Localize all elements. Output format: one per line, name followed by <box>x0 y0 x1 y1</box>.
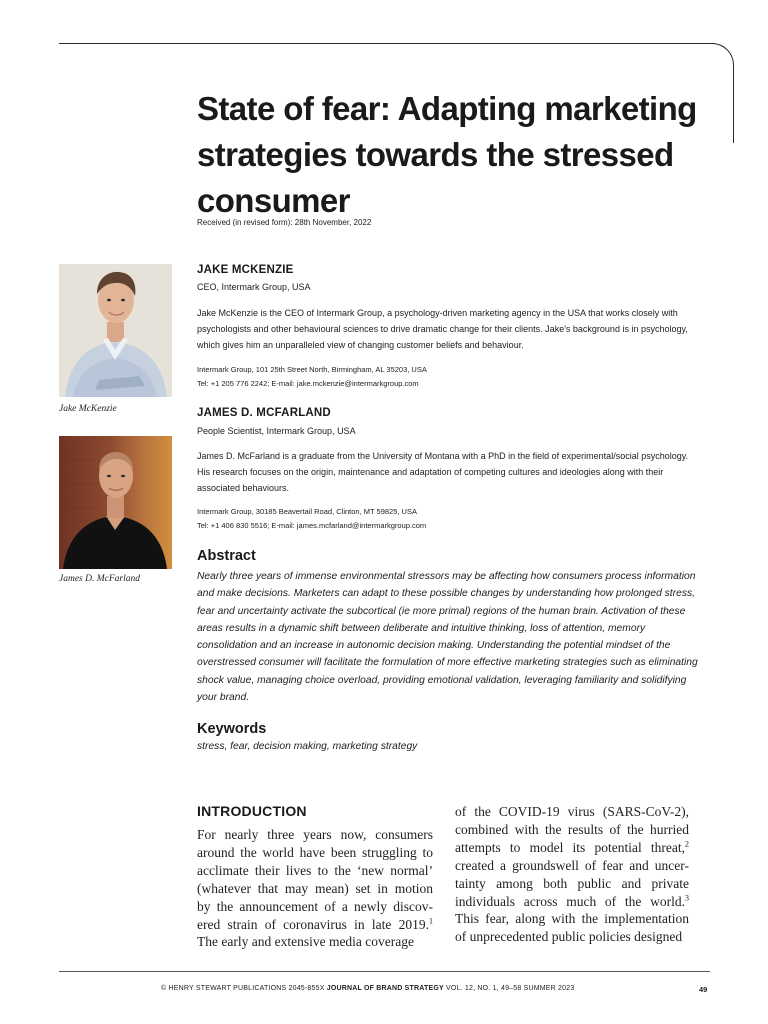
footer-issue: VOL. 12, NO. 1, 49–58 SUMMER 2023 <box>446 985 575 992</box>
author-photo-james-mcfarland <box>59 436 172 569</box>
author-address-jake-mckenzie: Intermark Group, 101 25th Street North, Birmingham, AL 35203, USA <box>197 365 427 374</box>
introduction-column-1 <box>197 826 433 951</box>
author-role-jake-mckenzie: CEO, Intermark Group, USA <box>197 282 311 292</box>
introduction-heading: INTRODUCTION <box>197 803 307 819</box>
intro-line-text: individuals across much of the world. <box>455 893 685 909</box>
author-contact-jake-mckenzie: Tel: +1 205 776 2242; E-mail: jake.mckenzie@intermarkgroup.com <box>197 379 419 388</box>
intro-line: acclimate their lives to the ‘new normal’ <box>197 862 433 878</box>
photo-caption-james-mcfarland: James D. McFarland <box>59 574 140 584</box>
footer-rule <box>59 971 710 972</box>
abstract-heading: Abstract <box>197 548 256 564</box>
intro-line-text: ered strain of coronavirus in late 2019. <box>197 916 429 932</box>
intro-line-text: attempts to model its potential threat, <box>455 839 685 855</box>
footer-citation <box>161 985 574 992</box>
abstract-text: Nearly three years of immense environmental stressors may be affecting how consumers process information and make decisions. Marketers can adapt to these possible changes by understanding how prolonged stress, fear and uncertainty activate the subcortical (ie more primal) regions of the human brain. Activation of these areas results in a dynamic shift between deliberate and intuitive thinking, loss of attention, memory consolidation and an increase in autonomic decision making. Understanding the potential mindset of the overstressed consumer will facilitate the formulation of more effective marketing strategies such as eliminating shock value, managing choice overload, providing emotional validation, leveraging familiarity and solidifying your brand. <box>197 571 698 704</box>
intro-line: by the announcement of a newly discov- <box>197 898 433 914</box>
intro-line-with-ref <box>455 839 689 857</box>
intro-line: This fear, along with the implementation <box>455 911 689 927</box>
author-bio-james-mcfarland: James D. McFarland is a graduate from the University of Montana with a PhD in the field of experimental/social psychology. His research focuses on the origin, maintenance and adaptation of competing cultures and ideologies along with their associated behaviours. <box>197 451 689 493</box>
author-name-james-mcfarland: JAMES D. MCFARLAND <box>197 407 331 419</box>
footer-publisher: © HENRY STEWART PUBLICATIONS 2045-855X <box>161 985 325 992</box>
intro-line: of the COVID-19 virus (SARS-CoV-2), <box>455 804 689 819</box>
photo-caption-jake-mckenzie: Jake McKenzie <box>59 404 117 414</box>
intro-line: For nearly three years now, consumers <box>197 827 433 842</box>
keywords-heading: Keywords <box>197 721 267 737</box>
footnote-ref-2[interactable]: 2 <box>685 839 689 849</box>
keywords-text: stress, fear, decision making, marketing strategy <box>197 741 418 752</box>
intro-line: combined with the results of the hurried <box>455 821 689 837</box>
author-name-jake-mckenzie: JAKE MCKENZIE <box>197 264 294 276</box>
intro-line-with-ref <box>455 893 689 911</box>
footer-journal: JOURNAL OF BRAND STRATEGY <box>326 985 444 992</box>
intro-line: (whatever that may mean) set in motion <box>197 880 433 896</box>
top-rule-corner <box>708 43 734 143</box>
author-address-james-mcfarland: Intermark Group, 30185 Beavertail Road, Clinton, MT 59825, USA <box>197 507 417 516</box>
author-bio-jake-mckenzie: Jake McKenzie is the CEO of Intermark Group, a psychology-driven marketing agency in the USA that works closely with psychologists and other behavioural sciences to drive dramatic change for their clients. Jake's background is in psychology, which gives him an unparalleled view of changing customer beliefs and behaviour. <box>197 308 688 350</box>
intro-line-with-ref <box>197 916 433 934</box>
intro-line: around the world have been struggling to <box>197 844 433 860</box>
page-number: 49 <box>699 985 708 994</box>
author-role-james-mcfarland: People Scientist, Intermark Group, USA <box>197 426 356 436</box>
intro-line: created a groundswell of fear and uncer- <box>455 857 689 873</box>
footnote-ref-1[interactable]: 1 <box>429 916 433 926</box>
author-photo-jake-mckenzie <box>59 264 172 397</box>
top-rule <box>59 43 714 44</box>
intro-line: tainty among both public and private <box>455 875 689 891</box>
article-title: State of fear: Adapting marketing strategies towards the stressed consumer <box>197 90 697 219</box>
intro-line: of unprecedented public policies designed <box>455 929 683 945</box>
intro-line: The early and extensive media coverage <box>197 934 415 950</box>
received-date: Received (in revised form): 28th November, 2022 <box>197 218 372 227</box>
footnote-ref-3[interactable]: 3 <box>685 893 689 903</box>
introduction-column-2 <box>455 803 689 946</box>
author-contact-james-mcfarland: Tel: +1 406 830 5516; E-mail: james.mcfarland@intermarkgroup.com <box>197 521 427 530</box>
